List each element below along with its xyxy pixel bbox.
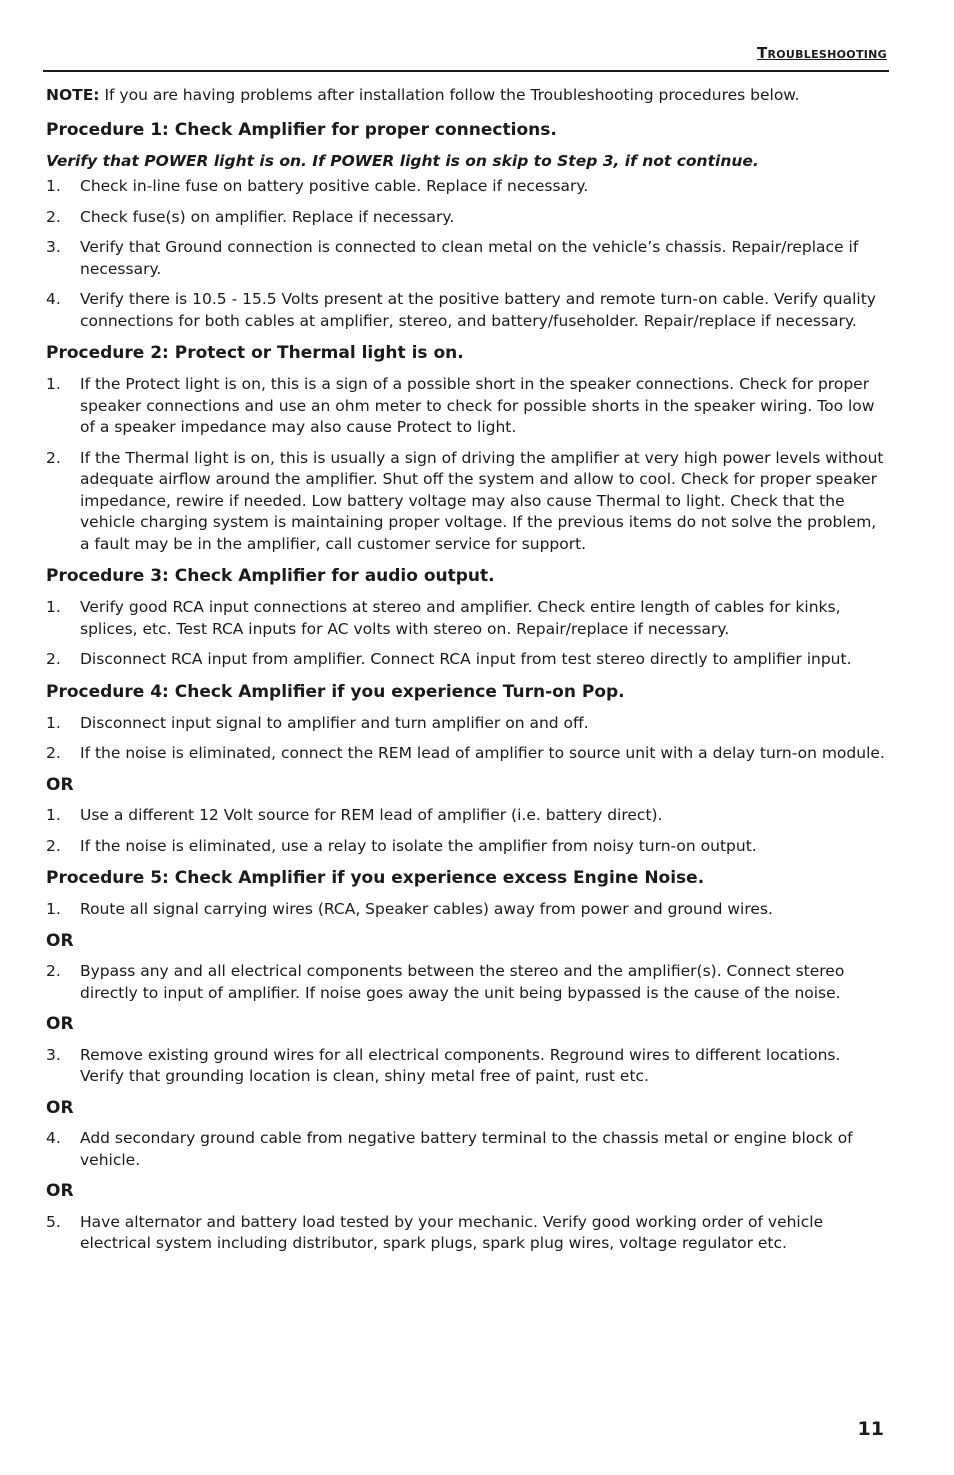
procedure-5-step-4 <box>46 1128 888 1171</box>
step-number: 2. <box>46 448 61 467</box>
step-number: 4. <box>46 290 61 308</box>
step-number: 2. <box>46 836 61 855</box>
step-number: 1. <box>46 375 61 393</box>
list-item <box>46 448 888 556</box>
procedure-2-title: Procedure 2: Protect or Thermal light is on. <box>46 343 464 363</box>
step-text: Use a different 12 Volt source for REM lead of amplifier (i.e. battery direct). <box>80 806 663 824</box>
list-item <box>46 1045 888 1088</box>
step-text: Disconnect RCA input from amplifier. Connect RCA input from test stereo directly to amplifier input. <box>80 650 852 668</box>
step-number: 1. <box>46 713 61 732</box>
step-number: 3. <box>46 1045 61 1064</box>
step-number: 2. <box>46 962 61 980</box>
step-text: Remove existing ground wires for all electrical components. Reground wires to different locations. Verify that grounding location is clean, shiny metal free of paint, rust etc. <box>80 1045 841 1085</box>
step-number: 2. <box>46 744 61 762</box>
list-item <box>46 374 888 439</box>
procedure-5-step-5 <box>46 1212 888 1255</box>
list-item <box>46 289 888 332</box>
procedure-4-steps-b <box>46 805 888 857</box>
section-title: Troubleshooting <box>756 44 887 62</box>
step-number: 5. <box>46 1212 61 1231</box>
step-text: If the noise is eliminated, connect the REM lead of amplifier to source unit with a delay turn-on module. <box>80 744 885 762</box>
page-number: 11 <box>857 1418 884 1440</box>
step-text: Route all signal carrying wires (RCA, Speaker cables) away from power and ground wires. <box>80 900 773 918</box>
procedure-1-title: Procedure 1: Check Amplifier for proper connections. <box>46 119 557 140</box>
document-body <box>46 85 888 1265</box>
or-separator: OR <box>46 774 74 795</box>
step-number: 2. <box>46 650 61 668</box>
list-item <box>46 713 888 735</box>
note <box>46 85 888 107</box>
procedure-4-steps-a <box>46 713 888 765</box>
note-text: If you are having problems after installation follow the Troubleshooting procedures below. <box>104 86 800 104</box>
step-text: If the Protect light is on, this is a sign of a possible short in the speaker connections. Check for proper speaker connections and use an ohm meter to check for possible shorts in the speaker wiring. Too low of a speaker impedance may also cause Protect to light. <box>80 375 875 436</box>
list-item <box>46 743 888 765</box>
step-number: 1. <box>46 177 61 195</box>
or-separator: OR <box>46 1097 74 1118</box>
step-text: Verify good RCA input connections at stereo and amplifier. Check entire length of cables for kinks, splices, etc. Test RCA inputs for AC volts with stereo on. Repair/replace if necessary. <box>80 598 841 638</box>
list-item <box>46 176 888 198</box>
list-item <box>46 1128 888 1171</box>
procedure-2-steps <box>46 374 888 555</box>
procedure-5-step-3 <box>46 1045 888 1088</box>
list-item <box>46 207 888 229</box>
step-text: Verify that Ground connection is connected to clean metal on the vehicle’s chassis. Repair/replace if necessary. <box>80 238 859 278</box>
list-item <box>46 961 888 1004</box>
or-separator: OR <box>46 1014 74 1034</box>
step-text: Bypass any and all electrical components between the stereo and the amplifier(s). Connect stereo directly to input of amplifier. If noise goes away the unit being bypassed is the cause of the noise. <box>80 962 845 1002</box>
step-text: Add secondary ground cable from negative battery terminal to the chassis metal or engine block of vehicle. <box>80 1129 853 1169</box>
procedure-1-intro: Verify that POWER light is on. If POWER light is on skip to Step 3, if not continue. <box>46 151 759 170</box>
step-number: 1. <box>46 900 61 918</box>
step-number: 3. <box>46 238 61 256</box>
page-header <box>43 42 889 72</box>
step-text: Disconnect input signal to amplifier and turn amplifier on and off. <box>80 713 589 732</box>
list-item <box>46 649 888 671</box>
list-item <box>46 899 888 921</box>
list-item <box>46 1212 888 1255</box>
step-number: 4. <box>46 1129 61 1147</box>
step-text: If the noise is eliminated, use a relay to isolate the amplifier from noisy turn-on output. <box>80 836 757 855</box>
step-text: If the Thermal light is on, this is usually a sign of driving the amplifier at very high power levels without adequate airflow around the amplifier. Shut off the system and allow to cool. Check for proper speaker impedance, rewire if needed. Low battery voltage may also cause Thermal to light. Check that the vehicle charging system is maintaining proper voltage. If the previous items do not solve the problem, a fault may be in the amplifier, call customer service for support. <box>80 448 884 553</box>
procedure-5-step-2 <box>46 961 888 1004</box>
step-text: Verify there is 10.5 - 15.5 Volts present at the positive battery and remote turn-on cable. Verify quality connections for both cables at amplifier, stereo, and battery/fuseholder. Repair/replace if necessary. <box>80 290 876 330</box>
step-text: Check fuse(s) on amplifier. Replace if necessary. <box>80 207 455 226</box>
procedure-3-title: Procedure 3: Check Amplifier for audio output. <box>46 566 495 586</box>
step-text: Check in-line fuse on battery positive cable. Replace if necessary. <box>80 177 589 195</box>
list-item <box>46 597 888 640</box>
or-separator: OR <box>46 930 74 951</box>
procedure-4-title: Procedure 4: Check Amplifier if you experience Turn-on Pop. <box>46 681 625 702</box>
list-item <box>46 836 888 858</box>
list-item <box>46 805 888 827</box>
step-text: Have alternator and battery load tested by your mechanic. Verify good working order of vehicle electrical system including distributor, spark plugs, spark plug wires, voltage regulator etc. <box>80 1212 824 1252</box>
procedure-1-steps <box>46 176 888 332</box>
procedure-3-steps <box>46 597 888 671</box>
procedure-5-step-1 <box>46 899 888 921</box>
or-separator: OR <box>46 1181 74 1201</box>
step-number: 2. <box>46 207 61 226</box>
list-item <box>46 237 888 280</box>
step-number: 1. <box>46 598 61 616</box>
step-number: 1. <box>46 806 61 824</box>
procedure-5-title: Procedure 5: Check Amplifier if you experience excess Engine Noise. <box>46 868 705 888</box>
note-label: NOTE: <box>46 86 100 104</box>
